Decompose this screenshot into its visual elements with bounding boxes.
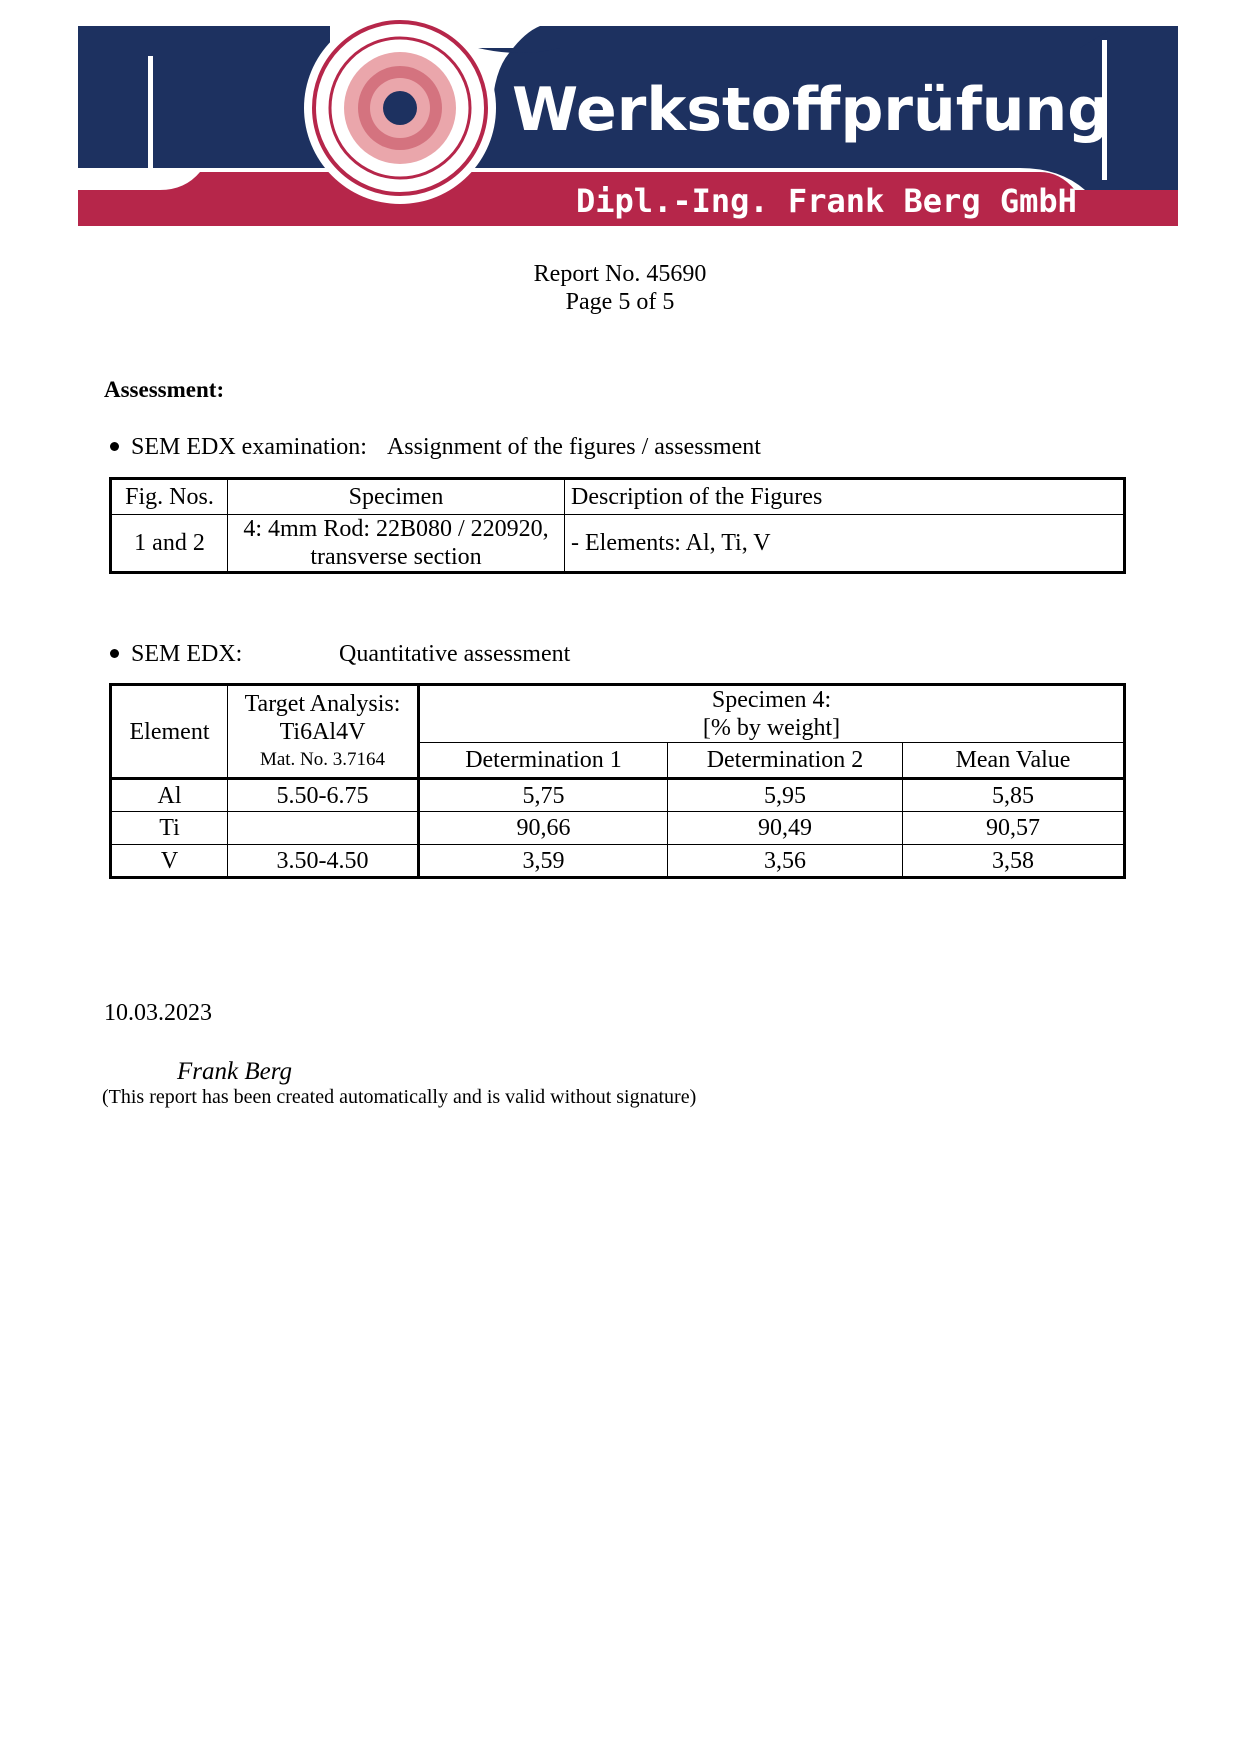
specimen-line-1: 4: 4mm Rod: 22B080 / 220920, xyxy=(243,516,549,542)
cell-mean: 90,57 xyxy=(903,812,1125,845)
table-header-row xyxy=(111,685,1125,743)
cell-fig-nos: 1 and 2 xyxy=(111,515,228,573)
cell-target: 5.50-6.75 xyxy=(228,779,419,812)
cell-det1: 3,59 xyxy=(419,845,668,878)
table-row xyxy=(111,779,1125,812)
target-line-2: Ti6Al4V xyxy=(279,718,366,745)
section-sem-edx-examination xyxy=(104,434,761,461)
banner-left-bar xyxy=(148,56,153,182)
banner-navy-band xyxy=(78,26,330,168)
bullet-icon xyxy=(110,649,119,658)
cell-element: Ti xyxy=(111,812,228,845)
cell-det1: 5,75 xyxy=(419,779,668,812)
header-description: Description of the Figures xyxy=(565,479,1125,515)
cell-mean: 5,85 xyxy=(903,779,1125,812)
cell-element: Al xyxy=(111,779,228,812)
table-row xyxy=(111,812,1125,845)
cell-mean: 3,58 xyxy=(903,845,1125,878)
target-line-3: Mat. No. 3.7164 xyxy=(259,748,386,770)
cell-det1: 90,66 xyxy=(419,812,668,845)
cell-det2: 90,49 xyxy=(668,812,903,845)
bullet-icon xyxy=(110,442,119,451)
specimen-line-2: transverse section xyxy=(310,544,482,570)
target-line-1: Target Analysis: xyxy=(244,690,401,717)
figures-table xyxy=(109,477,1126,574)
report-number: Report No. 45690 xyxy=(533,261,707,287)
specimen-line-2: [% by weight] xyxy=(702,715,841,741)
cell-target xyxy=(228,812,419,845)
header-mean-value: Mean Value xyxy=(903,743,1125,779)
table-header-row xyxy=(111,479,1125,515)
header-fig-nos: Fig. Nos. xyxy=(111,479,228,515)
assessment-heading: Assessment: xyxy=(104,377,225,402)
header-specimen xyxy=(419,685,1125,743)
cell-target: 3.50-4.50 xyxy=(228,845,419,878)
section-label: SEM EDX: xyxy=(131,641,243,667)
section-sem-edx xyxy=(104,641,570,668)
header-banner xyxy=(0,0,1240,240)
section-subtitle: Quantitative assessment xyxy=(339,641,571,667)
section-label: SEM EDX examination: xyxy=(131,434,367,460)
validity-note: (This report has been created automatically and is valid without signature) xyxy=(102,1086,697,1108)
header-element: Element xyxy=(111,685,228,779)
cell-det2: 5,95 xyxy=(668,779,903,812)
cell-description: - Elements: Al, Ti, V xyxy=(565,515,1125,573)
signature: Frank Berg xyxy=(177,1058,293,1085)
cell-specimen xyxy=(228,515,565,573)
brand-title: Werkstoffprüfung xyxy=(512,75,1111,145)
section-subtitle: Assignment of the figures / assessment xyxy=(386,434,761,460)
cell-det2: 3,56 xyxy=(668,845,903,878)
brand-subtitle: Dipl.-Ing. Frank Berg GmbH xyxy=(576,182,1077,220)
cell-element: V xyxy=(111,845,228,878)
page-number: Page 5 of 5 xyxy=(565,289,675,315)
header-specimen: Specimen xyxy=(228,479,565,515)
target-rings-icon xyxy=(304,12,496,204)
table-row xyxy=(111,515,1125,573)
header-determination-2: Determination 2 xyxy=(668,743,903,779)
specimen-line-1: Specimen 4: xyxy=(711,687,832,713)
table-row xyxy=(111,845,1125,878)
edx-quantitative-table xyxy=(109,683,1126,879)
header-target-analysis xyxy=(228,685,419,779)
header-determination-1: Determination 1 xyxy=(419,743,668,779)
report-date: 10.03.2023 xyxy=(104,1000,212,1026)
